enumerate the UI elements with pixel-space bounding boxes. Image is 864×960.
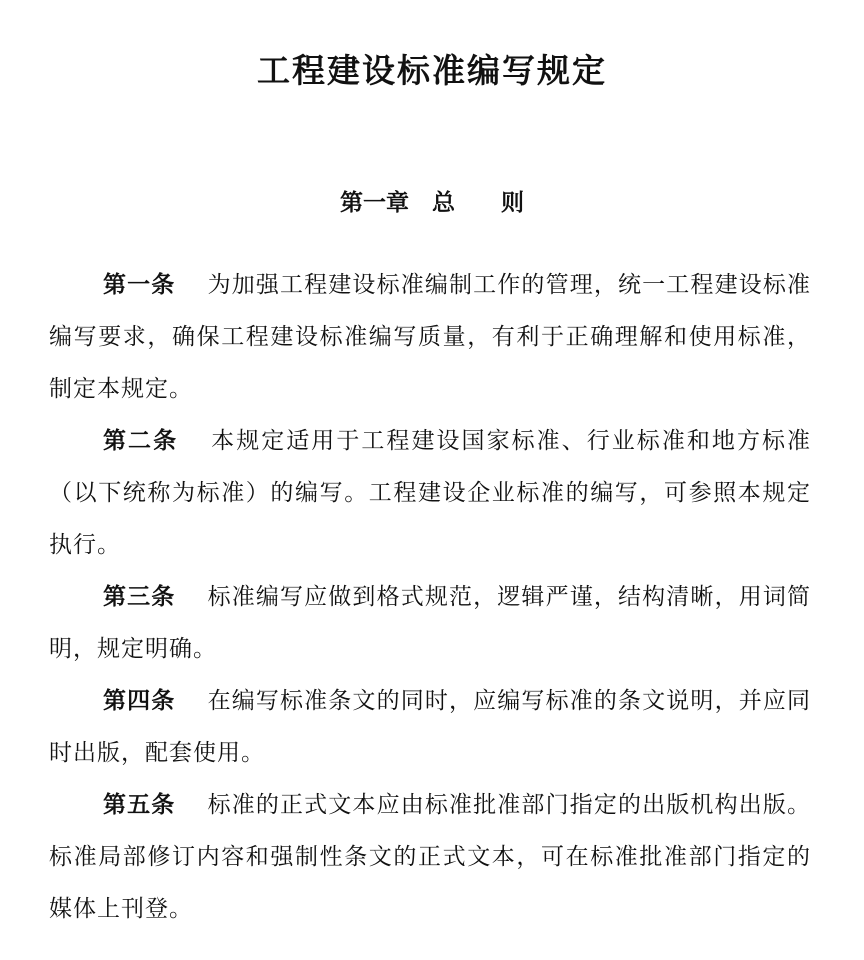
article-text: 为加强工程建设标准编制工作的管理，统一工程建设标准编写要求，确保工程建设标准编写质量，有利于正确理解和使用标准，制定本规定。 [49, 272, 812, 402]
article-label: 第二条 [103, 428, 179, 454]
article-4 [49, 675, 811, 779]
article-text: 在编写标准条文的同时，应编写标准的条文说明，并应同时出版，配套使用。 [49, 688, 812, 766]
article-2 [49, 415, 811, 571]
article-5 [49, 779, 811, 935]
article-label: 第五条 [103, 792, 176, 818]
article-label: 第一条 [103, 272, 176, 298]
article-label: 第三条 [103, 584, 176, 610]
article-text: 标准编写应做到格式规范，逻辑严谨，结构清晰，用词简明，规定明确。 [49, 584, 812, 662]
document-title: 工程建设标准编写规定 [257, 51, 607, 90]
article-list [49, 259, 811, 935]
article-text: 本规定适用于工程建设国家标准、行业标准和地方标准（以下统称为标准）的编写。工程建设企业标准的编写，可参照本规定执行。 [49, 428, 812, 558]
article-text: 标准的正式文本应由标准批准部门指定的出版机构出版。标准局部修订内容和强制性条文的正式文本，可在标准批准部门指定的媒体上刊登。 [49, 792, 812, 922]
article-1 [49, 259, 811, 415]
chapter-heading: 第一章 总 则 [340, 190, 524, 216]
article-3 [49, 571, 811, 675]
article-label: 第四条 [103, 688, 176, 714]
